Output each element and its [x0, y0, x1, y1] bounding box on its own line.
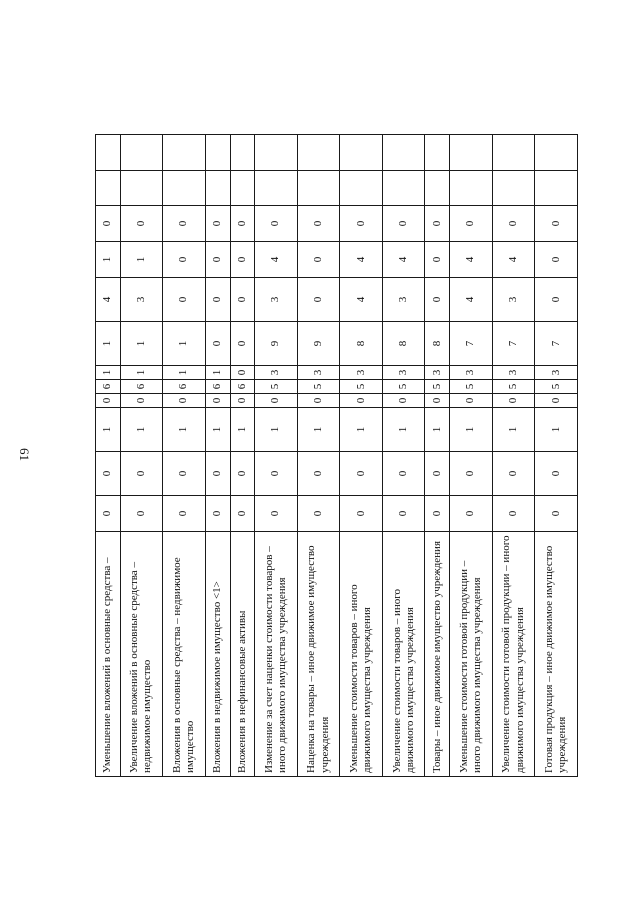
empty-cell	[96, 135, 121, 171]
code-cell: 0	[205, 322, 230, 366]
code-cell: 0	[297, 242, 340, 278]
code-cell: 6	[120, 380, 163, 394]
code-cell: 0	[535, 278, 578, 322]
code-cell: 0	[255, 394, 298, 408]
code-cell: 0	[230, 322, 255, 366]
code-cell: 0	[382, 206, 425, 242]
code-cell: 0	[297, 452, 340, 496]
code-cell: 3	[492, 366, 535, 380]
code-cell: 6	[230, 380, 255, 394]
code-cell: 0	[297, 394, 340, 408]
code-cell: 4	[492, 242, 535, 278]
table-row	[492, 135, 535, 777]
code-cell: 3	[297, 366, 340, 380]
code-cell: 0	[255, 496, 298, 532]
code-cell: 0	[230, 242, 255, 278]
code-cell: 1	[96, 366, 121, 380]
code-cell: 0	[163, 278, 206, 322]
table-row	[230, 135, 255, 777]
code-cell: 1	[120, 322, 163, 366]
code-cell: 4	[255, 242, 298, 278]
empty-cell	[255, 135, 298, 171]
code-cell: 0	[450, 394, 493, 408]
empty-cell	[297, 171, 340, 206]
row-label: Увеличение стоимости готовой продукции – иного движимого имущества учреждения	[492, 532, 535, 777]
code-cell: 1	[255, 408, 298, 452]
code-cell: 6	[163, 380, 206, 394]
table-row	[425, 135, 450, 777]
row-label: Вложения в основные средства – недвижимое имущество	[163, 532, 206, 777]
table-row	[382, 135, 425, 777]
code-cell: 5	[425, 380, 450, 394]
empty-cell	[382, 171, 425, 206]
row-label: Увеличение стоимости товаров – иного движимого имущества учреждения	[382, 532, 425, 777]
code-cell: 1	[96, 242, 121, 278]
empty-cell	[120, 171, 163, 206]
row-label: Наценка на товары – иное движимое имущество учреждения	[297, 532, 340, 777]
code-cell: 0	[450, 452, 493, 496]
row-label: Уменьшение вложений в основные средства –	[96, 532, 121, 777]
page-number: 61	[17, 448, 32, 461]
code-cell: 3	[450, 366, 493, 380]
code-cell: 0	[205, 452, 230, 496]
code-cell: 6	[96, 380, 121, 394]
code-cell: 0	[340, 452, 383, 496]
code-cell: 5	[340, 380, 383, 394]
code-cell: 3	[535, 366, 578, 380]
code-cell: 5	[492, 380, 535, 394]
code-cell: 0	[425, 496, 450, 532]
code-cell: 4	[450, 242, 493, 278]
code-cell: 9	[255, 322, 298, 366]
code-cell: 0	[255, 206, 298, 242]
empty-cell	[205, 135, 230, 171]
empty-cell	[535, 171, 578, 206]
code-cell: 4	[382, 242, 425, 278]
empty-cell	[425, 171, 450, 206]
code-cell: 1	[340, 408, 383, 452]
code-cell: 6	[205, 380, 230, 394]
table-row	[297, 135, 340, 777]
code-cell: 7	[492, 322, 535, 366]
code-cell: 3	[120, 278, 163, 322]
code-cell: 0	[120, 496, 163, 532]
code-cell: 5	[535, 380, 578, 394]
row-label: Уменьшение стоимости готовой продукции – иного движимого имущества учреждения	[450, 532, 493, 777]
code-cell: 0	[205, 278, 230, 322]
code-cell: 0	[205, 206, 230, 242]
code-cell: 4	[340, 242, 383, 278]
table-row	[96, 135, 121, 777]
code-cell: 0	[120, 452, 163, 496]
empty-cell	[163, 171, 206, 206]
code-cell: 0	[205, 242, 230, 278]
code-cell: 0	[425, 242, 450, 278]
code-cell: 8	[382, 322, 425, 366]
code-cell: 0	[425, 452, 450, 496]
code-cell: 0	[205, 394, 230, 408]
code-cell: 0	[297, 278, 340, 322]
code-cell: 0	[535, 206, 578, 242]
code-cell: 0	[96, 496, 121, 532]
code-cell: 0	[492, 206, 535, 242]
empty-cell	[450, 171, 493, 206]
empty-cell	[297, 135, 340, 171]
code-cell: 0	[535, 242, 578, 278]
row-label: Вложения в недвижимое имущество <1>	[205, 532, 230, 777]
code-cell: 1	[535, 408, 578, 452]
code-cell: 0	[535, 394, 578, 408]
code-cell: 0	[230, 452, 255, 496]
code-cell: 1	[96, 408, 121, 452]
row-label: Готовая продукция – иное движимое имущество учреждения	[535, 532, 578, 777]
code-cell: 0	[382, 452, 425, 496]
code-cell: 0	[163, 206, 206, 242]
empty-cell	[163, 135, 206, 171]
code-cell: 8	[425, 322, 450, 366]
code-cell: 0	[492, 496, 535, 532]
code-cell: 0	[340, 496, 383, 532]
code-cell: 0	[96, 206, 121, 242]
table-row	[163, 135, 206, 777]
code-cell: 1	[120, 366, 163, 380]
code-cell: 1	[205, 408, 230, 452]
code-cell: 0	[297, 206, 340, 242]
code-cell: 0	[96, 452, 121, 496]
code-cell: 0	[535, 496, 578, 532]
code-cell: 0	[230, 394, 255, 408]
empty-cell	[492, 171, 535, 206]
empty-cell	[382, 135, 425, 171]
account-table-rotated	[95, 135, 578, 777]
code-cell: 5	[450, 380, 493, 394]
row-label: Увеличение вложений в основные средства – недвижимое имущество	[120, 532, 163, 777]
code-cell: 0	[96, 394, 121, 408]
empty-cell	[255, 171, 298, 206]
row-label: Изменение за счет наценки стоимости товаров – иного движимого имущества учреждения	[255, 532, 298, 777]
empty-cell	[205, 171, 230, 206]
code-cell: 0	[205, 496, 230, 532]
code-cell: 0	[230, 206, 255, 242]
code-cell: 8	[340, 322, 383, 366]
code-cell: 3	[425, 366, 450, 380]
code-cell: 0	[163, 496, 206, 532]
row-label: Вложения в нефинансовые активы	[230, 532, 255, 777]
code-cell: 0	[382, 394, 425, 408]
code-cell: 1	[382, 408, 425, 452]
table-row	[120, 135, 163, 777]
table-row	[255, 135, 298, 777]
code-cell: 0	[120, 394, 163, 408]
code-cell: 0	[230, 366, 255, 380]
account-codes-table	[95, 134, 578, 777]
empty-cell	[120, 135, 163, 171]
code-cell: 4	[340, 278, 383, 322]
empty-cell	[425, 135, 450, 171]
code-cell: 0	[425, 278, 450, 322]
code-cell: 0	[120, 206, 163, 242]
code-cell: 0	[425, 394, 450, 408]
code-cell: 0	[535, 452, 578, 496]
code-cell: 1	[230, 408, 255, 452]
code-cell: 1	[163, 408, 206, 452]
code-cell: 3	[382, 366, 425, 380]
code-cell: 3	[340, 366, 383, 380]
code-cell: 5	[255, 380, 298, 394]
code-cell: 5	[382, 380, 425, 394]
empty-cell	[535, 135, 578, 171]
empty-cell	[450, 135, 493, 171]
code-cell: 0	[297, 496, 340, 532]
code-cell: 1	[96, 322, 121, 366]
code-cell: 0	[340, 206, 383, 242]
code-cell: 0	[230, 278, 255, 322]
code-cell: 3	[492, 278, 535, 322]
code-cell: 9	[297, 322, 340, 366]
code-cell: 4	[450, 278, 493, 322]
code-cell: 0	[230, 496, 255, 532]
code-cell: 1	[120, 408, 163, 452]
code-cell: 3	[382, 278, 425, 322]
table-row	[340, 135, 383, 777]
code-cell: 7	[450, 322, 493, 366]
code-cell: 7	[535, 322, 578, 366]
empty-cell	[340, 135, 383, 171]
code-cell: 1	[163, 366, 206, 380]
empty-cell	[230, 171, 255, 206]
code-cell: 4	[96, 278, 121, 322]
code-cell: 5	[297, 380, 340, 394]
code-cell: 3	[255, 366, 298, 380]
empty-cell	[492, 135, 535, 171]
code-cell: 1	[297, 408, 340, 452]
code-cell: 1	[425, 408, 450, 452]
code-cell: 3	[255, 278, 298, 322]
empty-cell	[230, 135, 255, 171]
code-cell: 1	[492, 408, 535, 452]
code-cell: 0	[425, 206, 450, 242]
code-cell: 0	[450, 206, 493, 242]
code-cell: 0	[340, 394, 383, 408]
code-cell: 0	[382, 496, 425, 532]
code-cell: 0	[163, 242, 206, 278]
code-cell: 1	[205, 366, 230, 380]
row-label: Товары – иное движимое имущество учреждения	[425, 532, 450, 777]
empty-cell	[340, 171, 383, 206]
table-row	[535, 135, 578, 777]
code-cell: 0	[492, 394, 535, 408]
code-cell: 0	[163, 452, 206, 496]
code-cell: 0	[163, 394, 206, 408]
code-cell: 0	[255, 452, 298, 496]
table-row	[205, 135, 230, 777]
code-cell: 0	[450, 496, 493, 532]
code-cell: 0	[492, 452, 535, 496]
row-label: Уменьшение стоимости товаров – иного движимого имущества учреждения	[340, 532, 383, 777]
empty-cell	[96, 171, 121, 206]
code-cell: 1	[450, 408, 493, 452]
table-row	[450, 135, 493, 777]
code-cell: 1	[163, 322, 206, 366]
code-cell: 1	[120, 242, 163, 278]
